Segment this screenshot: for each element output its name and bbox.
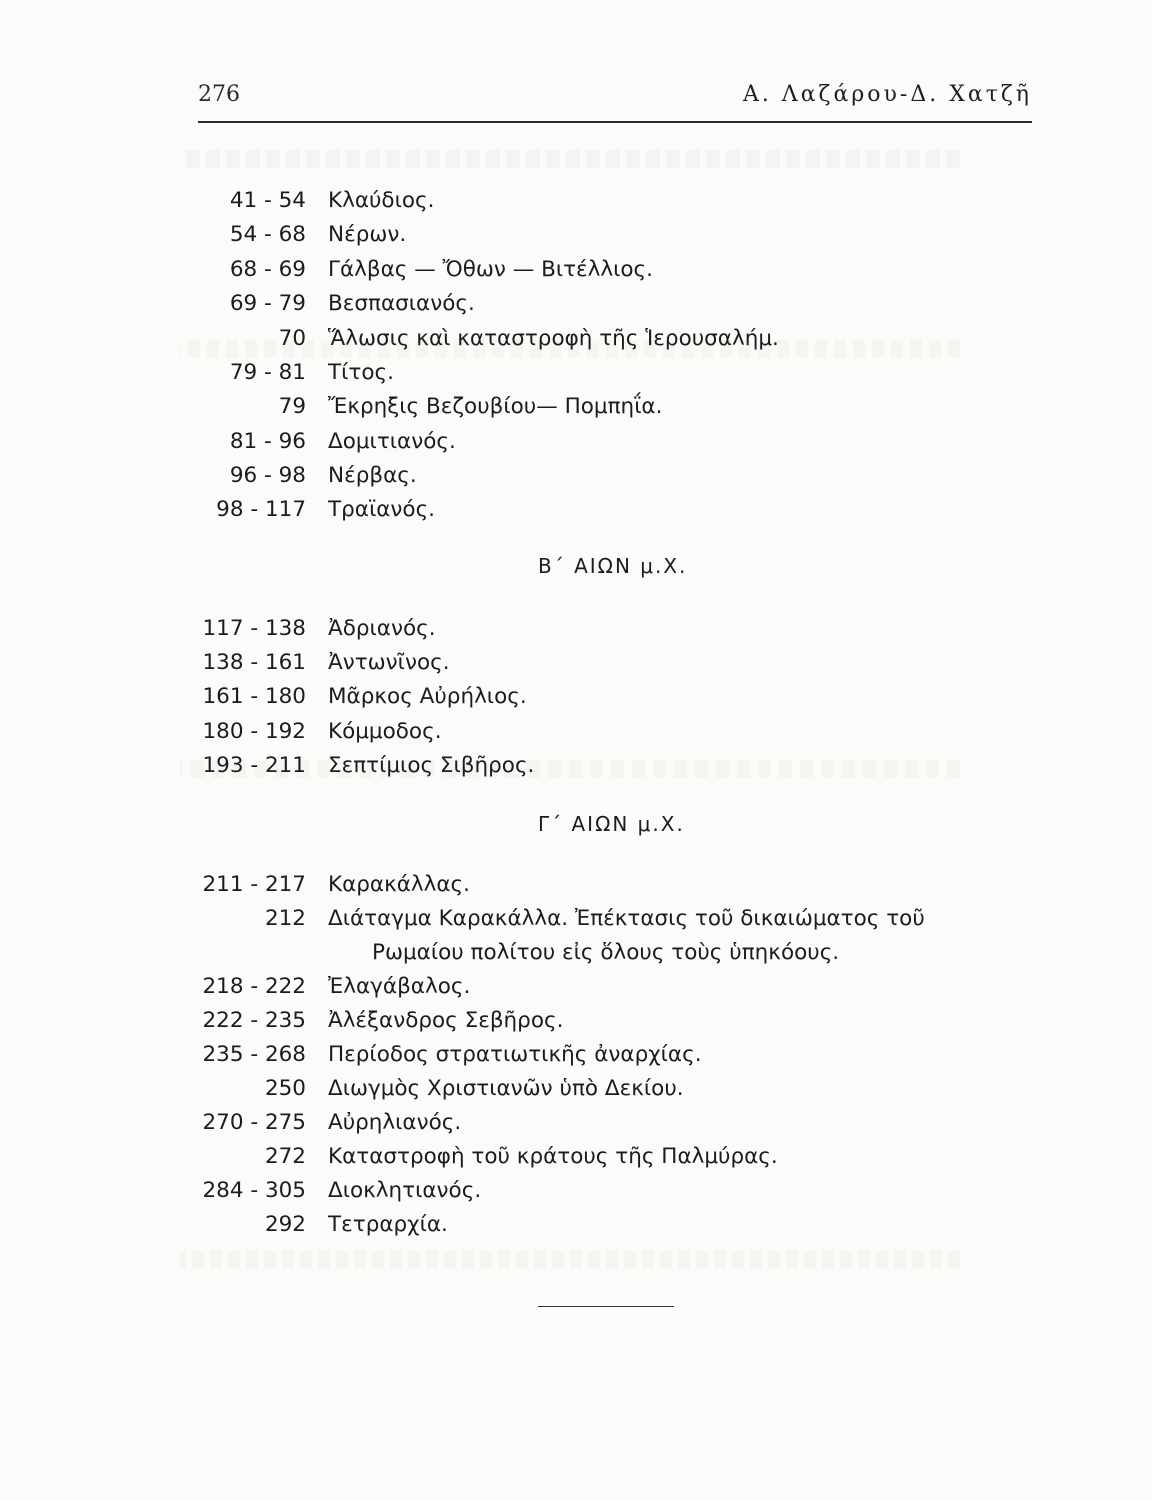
- entry: [0, 902, 1040, 936]
- entry-text: Νέρβας.: [328, 463, 417, 488]
- entry: [0, 1004, 1000, 1038]
- entry-text: Γάλβας — Ὄθων — Βιτέλλιος.: [328, 257, 653, 282]
- entry: [0, 493, 1000, 527]
- entry: [0, 1106, 1000, 1140]
- entry-text: Τραϊανός.: [328, 497, 436, 522]
- running-head: Α. Λαζάρου-Δ. Χατζῆ: [742, 82, 1032, 107]
- page-header: [198, 82, 1032, 116]
- section-heading-b: Β΄ ΑΙΩΝ μ.Χ.: [538, 554, 688, 578]
- entry: [0, 184, 1000, 218]
- entry-years: 68 - 69: [229, 257, 306, 282]
- entry-text: Ἀντωνῖνος.: [328, 650, 450, 675]
- entry: [0, 680, 1000, 714]
- entry: [0, 390, 1000, 424]
- entry: [0, 612, 1000, 646]
- entry-years: 98 - 117: [216, 497, 306, 522]
- entry-text: Τίτος.: [328, 360, 394, 385]
- entry: [0, 1072, 1000, 1106]
- entry-years: 41 - 54: [229, 188, 306, 213]
- entry-continuation: [0, 936, 1040, 970]
- entry-text: Νέρων.: [328, 222, 407, 247]
- entry-text: Αὐρηλιανός.: [328, 1110, 462, 1135]
- entry-text: Τετραρχία.: [328, 1212, 448, 1237]
- entry-years: 96 - 98: [229, 463, 306, 488]
- entry-years: 270 - 275: [202, 1110, 306, 1135]
- entry-years: 211 - 217: [202, 872, 306, 897]
- entry-text: Ρωμαίου πολίτου εἰς ὅλους τοὺς ὑπηκόους.: [372, 940, 840, 965]
- entry-text: Ἀδριανός.: [328, 616, 436, 641]
- entry: [0, 1208, 1000, 1242]
- entry: [0, 715, 1000, 749]
- entry-text: Διάταγμα Καρακάλλα. Ἐπέκτασις τοῦ δικαιώματος τοῦ: [328, 906, 925, 931]
- entry-text: Βεσπασιανός.: [328, 291, 475, 316]
- entry-text: Καρακάλλας.: [328, 872, 471, 897]
- entry: [0, 322, 1000, 356]
- entry-text: Διοκλητιανός.: [328, 1178, 482, 1203]
- entry-years: 212: [264, 906, 306, 931]
- entry: [0, 425, 1000, 459]
- header-rule: [198, 121, 1032, 123]
- entry-years: 292: [264, 1212, 306, 1237]
- entry-years: 70: [278, 326, 306, 351]
- entry-text: Ἅλωσις καὶ καταστροφὴ τῆς Ἱερουσαλήμ.: [328, 326, 779, 351]
- entry-years: 117 - 138: [202, 616, 306, 641]
- entry-years: 193 - 211: [202, 753, 306, 778]
- entry: [0, 1174, 1000, 1208]
- entry: [0, 646, 1000, 680]
- bleed-through: [180, 150, 960, 174]
- entry-years: 222 - 235: [202, 1008, 306, 1033]
- entry-years: 54 - 68: [229, 222, 306, 247]
- entry-text: Ἔκρηξις Βεζουβίου— Πομπηΐα.: [328, 394, 663, 419]
- entry-years: 138 - 161: [202, 650, 306, 675]
- entry: [0, 459, 1000, 493]
- entry: [0, 218, 1000, 252]
- entry-text: Μᾶρκος Αὐρήλιος.: [328, 684, 527, 709]
- entry-years: 218 - 222: [202, 974, 306, 999]
- entry: [0, 356, 1000, 390]
- entry-years: 250: [264, 1076, 306, 1101]
- entry: [0, 1140, 1000, 1174]
- entry-text: Κόμμοδος.: [328, 719, 442, 744]
- entry-text: Ἀλέξανδρος Σεβῆρος.: [328, 1008, 564, 1033]
- entry: [0, 1038, 1000, 1072]
- entry-years: 272: [264, 1144, 306, 1169]
- entry-years: 69 - 79: [229, 291, 306, 316]
- closing-rule: [538, 1306, 674, 1307]
- entry: [0, 970, 1000, 1004]
- entry-years: 79 - 81: [229, 360, 306, 385]
- entry-text: Κλαύδιος.: [328, 188, 435, 213]
- entry-years: 284 - 305: [202, 1178, 306, 1203]
- entry: [0, 868, 1000, 902]
- entry: [0, 749, 1000, 783]
- page-number: 276: [198, 82, 240, 107]
- entry-text: Ἐλαγάβαλος.: [328, 974, 471, 999]
- entry: [0, 253, 1000, 287]
- entry-years: 161 - 180: [202, 684, 306, 709]
- entry: [0, 287, 1000, 321]
- section-heading-c: Γ΄ ΑΙΩΝ μ.Χ.: [538, 812, 685, 836]
- entry-text: Περίοδος στρατιωτικῆς ἀναρχίας.: [328, 1042, 702, 1067]
- entry-text: Καταστροφὴ τοῦ κράτους τῆς Παλμύρας.: [328, 1144, 778, 1169]
- entry-years: 180 - 192: [202, 719, 306, 744]
- entry-text: Σεπτίμιος Σιβῆρος.: [328, 753, 535, 778]
- entry-years: 81 - 96: [229, 429, 306, 454]
- entry-text: Δομιτιανός.: [328, 429, 456, 454]
- entry-text: Διωγμὸς Χριστιανῶν ὑπὸ Δεκίου.: [328, 1076, 684, 1101]
- bleed-through: [180, 1250, 960, 1274]
- entry-years: 235 - 268: [202, 1042, 306, 1067]
- entry-years: 79: [278, 394, 306, 419]
